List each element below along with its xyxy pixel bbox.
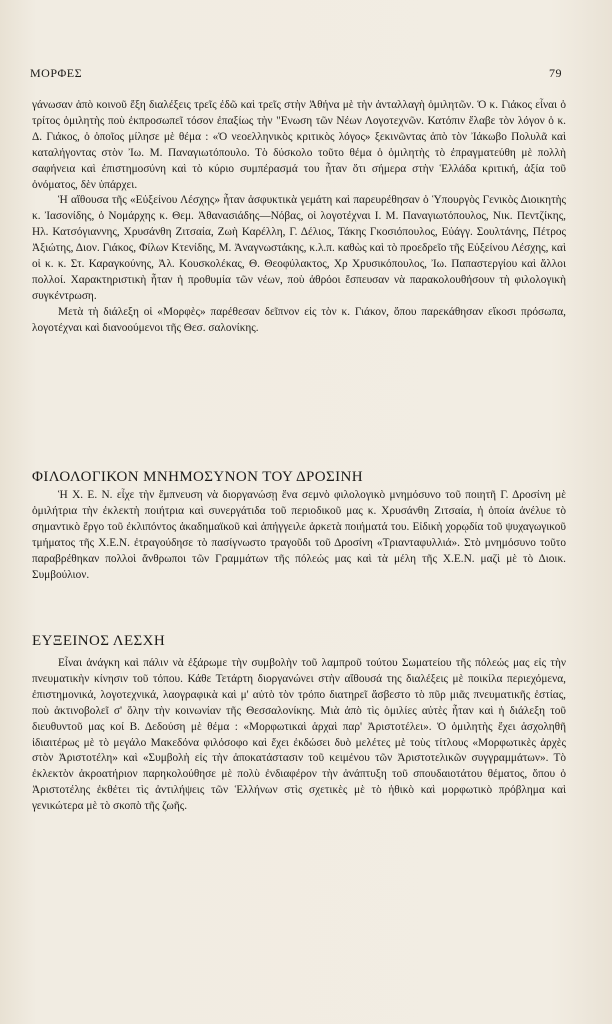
paragraph: Ἡ αἴθουσα τῆς «Εὐξείνου Λέσχης» ἦταν ἀσφυκτικὰ γεμάτη καὶ παρευρέθησαν ὁ Ὑπουργὸς Γενικὸς Διοικητὴς κ. Ἰασονίδης, ὁ Νομάρχης κ. Θεμ. Ἀθανασιάδης—Νόβας, οἱ λογοτέχναι Ι. Μ. Παναγιωτόπουλος, Νικ. Πεντζίκης, Ηλ. Κατσόγιαννης, Χρυσάνθη Ζιτσαία, Ζωὴ Καρέλλη, Γ. Δέλιος, Τάκης Γκοσιόπουλος, Εὐάγγ. Σουλτάνης, Πέτρος Ἀξιώτης, Διον. Γιάκος, Φίλων Κτενίδης, Μ. Ἀναγνωστάκης, κ.λ.π. καθὼς καὶ τὸ προεδρεῖο τῆς Εὐξείνου Λέσχης, καὶ οἱ κ. κ. Στ. Καραγκούνης, Ἀλ. Κουσκολέκας, Θ. Θεοφύλακτος, Χρ Χρυσικόπουλος, Ἰω. Παπαστεργίου καὶ ἄλλοι πολλοί. Χαρακτηριστικὴ ἦταν ἡ προθυμία τῶν νέων, ποὺ ἀθρόοι ἔσπευσαν νὰ παρακολουθήσουν τὴ φιλολογικὴ συγκέντρωση.: [32, 194, 566, 302]
running-title: ΜΟΡΦΕΣ: [30, 66, 83, 80]
paragraph: Εἶναι ἀνάγκη καὶ πάλιν νὰ ἐξάρωμε τὴν συμβολὴν τοῦ λαμπροῦ τούτου Σωματείου τῆς πόλεώς μας εἰς τὴν πνευματικὴν κίνησιν τοῦ τόπου. Κάθε Τετάρτη διοργανώνει στὴν αἴθουσά της διαλέξεις μὲ ποικίλα περιεχόμενα, ἐπιστημονικά, λογοτεχνικά, λαογραφικὰ καὶ μ' αὐτὸ τὸν τρόπο διατηρεῖ ἄσβεστο τὸ πῦρ μιᾶς πνευματικῆς ἑστίας, ποὺ ἀκτινοβολεῖ σ' ὅλην τὴν κοινωνίαν τῆς Θεσσαλονίκης. Μιὰ ἀπὸ τὶς ὁμιλίες αὐτὲς ἦταν καὶ ἡ διάλεξη τοῦ διευθυντοῦ μας κοί Β. Δεδούση μὲ θέμα : «Μορφωτικαὶ ἀρχαὶ παρ' Ἀριστοτέλει». Ὁ ὁμιλητὴς ἔχει ἀσχοληθῆ ἰδιαιτέρως μὲ τὸ μεγάλο Μακεδόνα φιλόσοφο καὶ ἔχει ἐκδώσει δυὸ μελέτες μὲ τοὺς τίτλους «Μορφωτικὲς ἀρχὲς στὸν Ἀριστοτέλη» καὶ «Συμβολὴ εἰς τὴν ἀποκατάστασιν τοῦ κειμένου τῶν Ἀριστοτελικῶν συγγραμμάτων». Τὸ ἐκλεκτὸν ἀκροατήριον παρηκολούθησε μὲ πολὺ ἐνδιαφέρον τὴν ἀνάπτυξη τοῦ σπουδαιοτάτου θέματος, ὅπου ὁ Ἀριστοτέλης ἐκθέτει τὶς ἀντιλήψεις τῶν Ἑλλήνων στὶς σχετικὲς μὲ τὸ ἠθικὸ καὶ μορφωτικὸ πρόβλημα καὶ γενικώτερα μὲ τὸ σκοπὸ τῆς ζωῆς.: [32, 657, 566, 813]
section-heading-euxeinos-club: ΕΥΞΕΙΝΟΣ ΛΕΣΧΗ: [32, 633, 166, 649]
page-number: 79: [549, 66, 562, 80]
section-heading-drosinis-memorial: ΦΙΛΟΛΟΓΙΚΟΝ ΜΝΗΜΟΣΥΝΟΝ ΤΟΥ ΔΡΟΣΙΝΗ: [32, 469, 364, 485]
paragraph: Ἡ Χ. Ε. Ν. εἶχε τὴν ἔμπνευση νὰ διοργανώσῃ ἕνα σεμνὸ φιλολογικὸ μνημόσυνο τοῦ ποιητῆ Γ. Δροσίνη μὲ ὁμιλήτρια τὴν ἐκλεκτὴ ποιήτρια καὶ συνεργάτιδα τοῦ περιοδικοῦ μας κ. Χρυσάνθη Ζιτσαία, ἡ ὁποία ἀνέλυε τὸ σημαντικὸ ἔργο τοῦ ἐκλιπόντος ἀκαδημαϊκοῦ καὶ ἀπήγγειλε ἀρκετὰ ποιήματά του. Εἰδικὴ χορῳδία τοῦ ψυχαγωγικοῦ τμήματος τῆς Χ.Ε.Ν. ἐτραγούδησε τὸ πασίγνωστο τραγοῦδι τοῦ Δροσίνη «Τριανταφυλλιά». Στὸ μνημόσυνο τοῦτο παραβρέθηκαν πολλοὶ ἄνθρωποι τῶν Γραμμάτων τῆς πόλεώς μας καὶ τὰ μέλη τῆς Χ.Ε.Ν. μαζὶ μὲ τὸ Διοικ. Συμβούλιον.: [32, 489, 566, 581]
page-header: [30, 66, 562, 82]
paragraph: γάνωσαν ἀπὸ κοινοῦ ἔξη διαλέξεις τρεῖς ἐδῶ καὶ τρεῖς στὴν Ἀθήνα μὲ τὴν ἀνταλλαγὴ ὁμιλητῶν. Ὁ κ. Γιάκος εἶναι ὁ τρίτος ὁμιλητὴς ποὺ ἐκπροσωπεῖ τόσον ἐπαξίως τὴν "Ενωση τῶν Νέων Λογοτεχνῶν. Κατόπιν ἔλαβε τὸν λόγον ὁ κ. Δ. Γιάκος, ὁ ὁποῖος μίλησε μὲ θέμα : «Ὁ νεοελληνικὸς κριτικὸς λόγος» ξεκινῶντας ἀπὸ τὸν Ἰάκωβο Πολυλᾶ καὶ καταλήγοντας στὸν Ἰω. Μ. Παναγιωτόπουλο. Τὸ δύσκολο τοῦτο θέμα ὁ ὁμιλητὴς τὸ ἐπραγματεύθη μὲ πολλὴ σαφήνεια καὶ ἐπιστημοσύνη καὶ τὸ κύριο συμπέρασμά του ἦταν ὅτι σήμερα στὴν Ἑλλάδα κριτική, ἀξία τοῦ ὀνόματος, δὲν ὑπάρχει.: [32, 99, 566, 191]
article-euxeinos-club: [32, 656, 566, 815]
article-continued: [32, 98, 566, 337]
paragraph: Μετὰ τὴ διάλεξη οἱ «Μορφὲς» παρέθεσαν δεῖπνον εἰς τὸν κ. Γιάκον, ὅπου παρεκάθησαν εἴκοσι πρόσωπα, λογοτέχναι καὶ διανοούμενοι τῆς Θεσ. σαλονίκης.: [32, 305, 566, 334]
article-drosinis-memorial: [32, 488, 566, 583]
